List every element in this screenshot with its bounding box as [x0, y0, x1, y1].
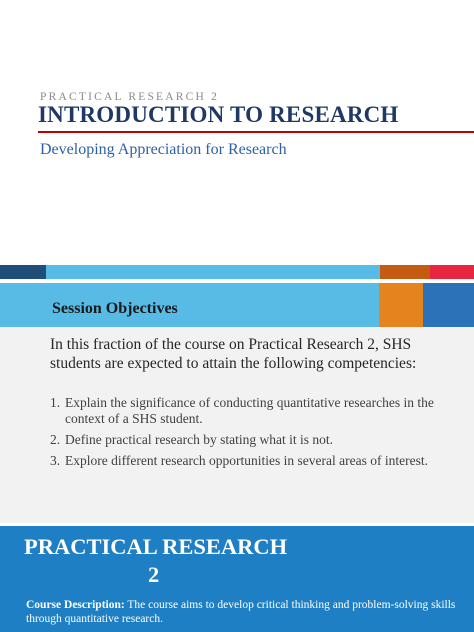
title-slide	[0, 0, 474, 264]
course-title: PRACTICAL RESEARCH	[24, 534, 288, 559]
item-text: Explain the significance of conducting quantitative researches in the context of a SHS student.	[65, 395, 434, 426]
course-kicker: PRACTICAL RESEARCH 2	[40, 91, 220, 103]
list-item	[50, 395, 465, 427]
slide-title: INTRODUCTION TO RESEARCH	[38, 102, 399, 127]
item-text: Define practical research by stating what it is not.	[65, 432, 334, 447]
item-number: 2.	[50, 432, 61, 447]
list-item	[50, 453, 465, 469]
course-number: 2	[148, 562, 160, 587]
item-text: Explore different research opportunities in several areas of interest.	[65, 453, 428, 468]
item-number: 1.	[50, 395, 61, 410]
list-item	[50, 432, 465, 448]
objectives-heading: Session Objectives	[52, 300, 178, 317]
description-text: The course aims to develop critical thinking and problem-solving skills through quantitative research.	[26, 599, 456, 625]
item-number: 3.	[50, 453, 61, 468]
divider-stripe-2	[46, 265, 380, 279]
divider-stripe-5	[430, 265, 474, 279]
divider-stripe-1	[0, 265, 46, 279]
objectives-list	[50, 395, 465, 474]
course-description-slide	[0, 526, 474, 632]
title-rule	[38, 131, 474, 133]
objectives-intro: In this fraction of the course on Practical Research 2, SHS students are expected to attain the following competencies:	[50, 336, 417, 372]
course-description	[26, 598, 466, 626]
accent-block-orange	[379, 283, 423, 327]
divider-stripe-4	[380, 265, 430, 279]
description-label: Course Description:	[26, 599, 125, 611]
accent-block-blue	[423, 283, 474, 327]
objectives-slide	[0, 283, 474, 523]
slide-subtitle: Developing Appreciation for Research	[40, 141, 287, 158]
